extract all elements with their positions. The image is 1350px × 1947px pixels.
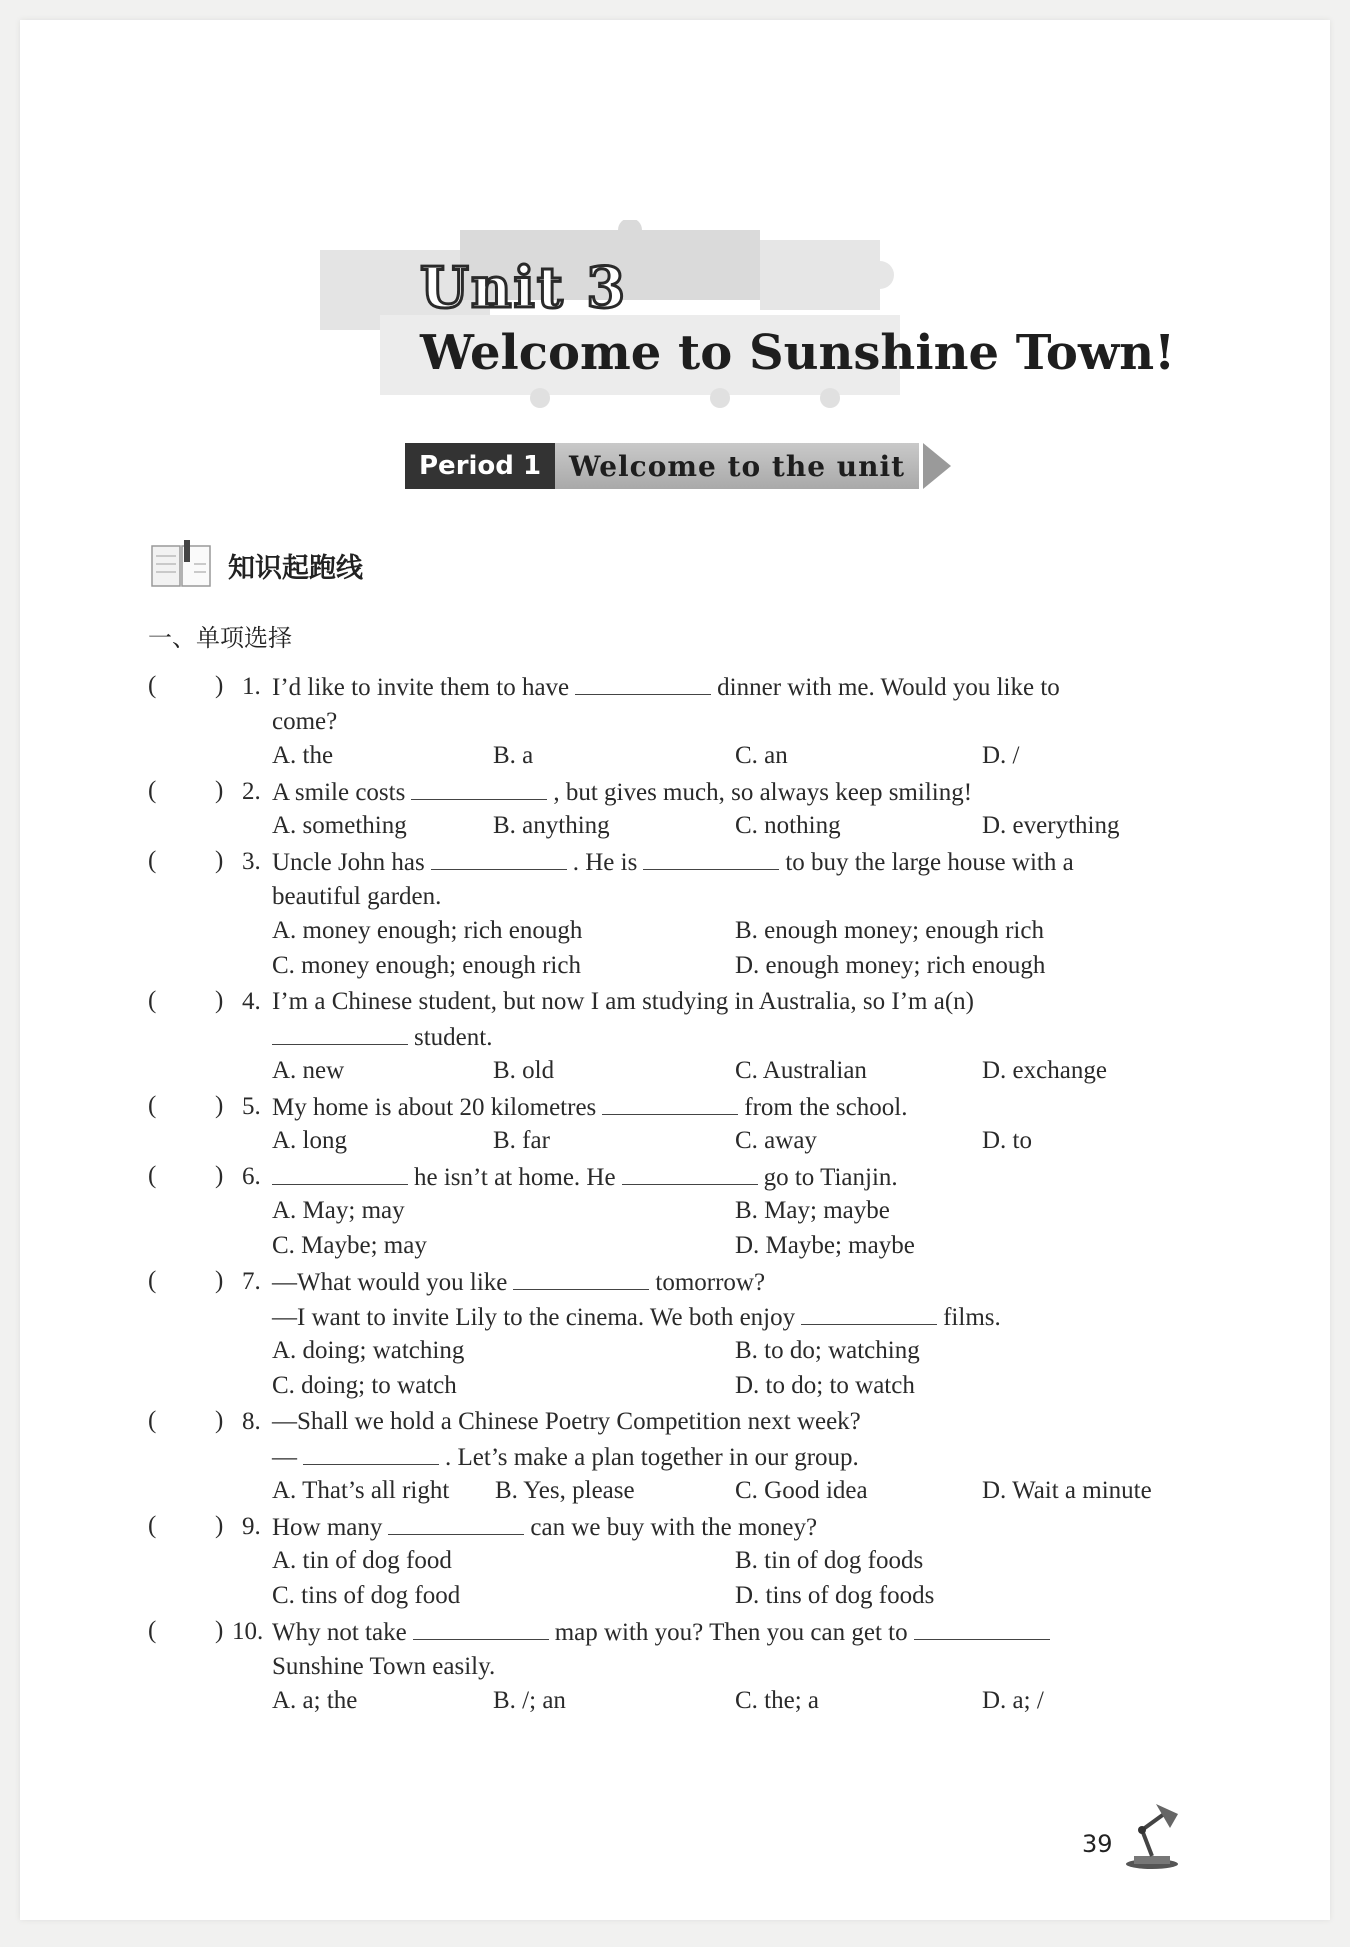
- option-c: C. nothing: [735, 812, 841, 839]
- section-header: [150, 540, 363, 590]
- question-continuation: come?: [272, 708, 338, 735]
- option-c: C. tins of dog food: [272, 1582, 461, 1609]
- answer-paren-left: (: [148, 1512, 157, 1539]
- question-continuation: beautiful garden.: [272, 883, 442, 910]
- option-c: C. doing; to watch: [272, 1372, 457, 1399]
- answer-box[interactable]: ): [215, 672, 224, 699]
- option-a: A. a; the: [272, 1687, 358, 1714]
- answer-paren-left: (: [148, 1407, 157, 1434]
- option-a: A. May; may: [272, 1197, 405, 1224]
- question-continuation: student.: [266, 1022, 492, 1053]
- answer-blank[interactable]: [272, 1162, 408, 1185]
- period-label: Period 1: [405, 443, 555, 489]
- option-a: A. tin of dog food: [272, 1547, 452, 1574]
- answer-blank[interactable]: [643, 847, 779, 870]
- question-number: 4.: [242, 988, 261, 1015]
- question-text: Why not take map with you? Then you can get to: [272, 1617, 1056, 1648]
- answer-blank[interactable]: [602, 1092, 738, 1115]
- page-number: 39: [1082, 1830, 1113, 1858]
- answer-paren-left: (: [148, 777, 157, 804]
- answer-blank[interactable]: [272, 1022, 408, 1045]
- answer-blank[interactable]: [411, 777, 547, 800]
- option-b: B. May; maybe: [735, 1197, 890, 1224]
- option-b: B. Yes, please: [495, 1477, 635, 1504]
- option-a: A. something: [272, 812, 407, 839]
- option-d: D. Wait a minute: [982, 1477, 1152, 1504]
- option-b: B. tin of dog foods: [735, 1547, 924, 1574]
- question-number: 9.: [242, 1513, 261, 1540]
- option-b: B. /; an: [493, 1687, 566, 1714]
- question-text: My home is about 20 kilometres from the school.: [272, 1094, 908, 1121]
- option-a: A. money enough; rich enough: [272, 917, 583, 944]
- unit-subtitle: Welcome to Sunshine Town!: [420, 325, 1176, 381]
- question-number: 2.: [242, 778, 261, 805]
- part-title: 一、单项选择: [148, 624, 292, 652]
- question-text: I’d like to invite them to have dinner with me. Would you like to: [272, 674, 1060, 701]
- question-number: 10.: [232, 1618, 264, 1645]
- desk-lamp-icon: [1120, 1800, 1184, 1870]
- option-d: D. a; /: [982, 1687, 1044, 1714]
- question-text: he isn’t at home. He go to Tianjin.: [266, 1162, 898, 1193]
- option-c: C. Good idea: [735, 1477, 868, 1504]
- question-text: A smile costs , but gives much, so always keep smiling!: [272, 779, 973, 806]
- section-title: 知识起跑线: [228, 552, 363, 584]
- option-b: B. anything: [493, 812, 610, 839]
- period-banner: [405, 443, 951, 489]
- option-d: D. Maybe; maybe: [735, 1232, 915, 1259]
- answer-blank[interactable]: [622, 1162, 758, 1185]
- question-text: —What would you like tomorrow?: [272, 1269, 766, 1296]
- question-text: I’m a Chinese student, but now I am studying in Australia, so I’m a(n): [272, 988, 974, 1015]
- question-text: How many can we buy with the money?: [272, 1514, 818, 1541]
- answer-blank[interactable]: [513, 1267, 649, 1290]
- answer-paren-left: (: [148, 847, 157, 874]
- answer-box[interactable]: ): [215, 987, 224, 1014]
- question-text: Uncle John has . He is to buy the large house with a: [272, 849, 1074, 876]
- option-d: D. to do; to watch: [735, 1372, 915, 1399]
- option-c: C. an: [735, 742, 788, 769]
- option-c: C. away: [735, 1127, 817, 1154]
- answer-box[interactable]: ): [215, 847, 224, 874]
- question-number: 7.: [242, 1268, 261, 1295]
- option-b: B. to do; watching: [735, 1337, 920, 1364]
- answer-paren-left: (: [148, 1092, 157, 1119]
- option-b: B. enough money; enough rich: [735, 917, 1044, 944]
- arrow-right-icon: [923, 443, 951, 489]
- option-c: C. Australian: [735, 1057, 867, 1084]
- option-b: B. a: [493, 742, 534, 769]
- question-continuation: —I want to invite Lily to the cinema. We both enjoy films.: [272, 1304, 1001, 1331]
- unit-title: Unit 3: [420, 255, 628, 321]
- question-text: —Shall we hold a Chinese Poetry Competition next week?: [272, 1408, 861, 1435]
- workbook-page: [20, 20, 1330, 1920]
- question-continuation: — . Let’s make a plan together in our group.: [272, 1444, 859, 1471]
- answer-paren-left: (: [148, 1617, 157, 1644]
- answer-paren-left: (: [148, 1162, 157, 1189]
- option-b: B. far: [493, 1127, 550, 1154]
- answer-blank[interactable]: [801, 1302, 937, 1325]
- option-c: C. Maybe; may: [272, 1232, 427, 1259]
- answer-blank[interactable]: [914, 1617, 1050, 1640]
- answer-blank[interactable]: [303, 1442, 439, 1465]
- answer-paren-left: (: [148, 672, 157, 699]
- option-a: A. long: [272, 1127, 347, 1154]
- question-number: 8.: [242, 1408, 261, 1435]
- option-d: D. enough money; rich enough: [735, 952, 1046, 979]
- answer-box[interactable]: ): [215, 1162, 224, 1189]
- question-number: 5.: [242, 1093, 261, 1120]
- option-d: D. everything: [982, 812, 1120, 839]
- option-a: A. new: [272, 1057, 345, 1084]
- question-number: 3.: [242, 848, 261, 875]
- option-d: D. /: [982, 742, 1020, 769]
- answer-paren-left: (: [148, 1267, 157, 1294]
- option-c: C. money enough; enough rich: [272, 952, 581, 979]
- option-a: A. doing; watching: [272, 1337, 465, 1364]
- option-c: C. the; a: [735, 1687, 820, 1714]
- question-number: 6.: [242, 1163, 261, 1190]
- answer-blank[interactable]: [431, 847, 567, 870]
- option-d: D. exchange: [982, 1057, 1107, 1084]
- answer-paren-left: (: [148, 987, 157, 1014]
- open-book-icon: [150, 540, 214, 590]
- answer-box[interactable]: ): [215, 1617, 224, 1644]
- answer-box[interactable]: ): [215, 1512, 224, 1539]
- answer-box[interactable]: ): [215, 1092, 224, 1119]
- answer-box[interactable]: ): [215, 1407, 224, 1434]
- option-d: D. to: [982, 1127, 1032, 1154]
- answer-blank[interactable]: [388, 1512, 524, 1535]
- answer-blank[interactable]: [575, 672, 711, 695]
- option-a: A. the: [272, 742, 334, 769]
- question-continuation: Sunshine Town easily.: [272, 1653, 496, 1680]
- option-a: A. That’s all right: [272, 1477, 450, 1504]
- answer-blank[interactable]: [413, 1617, 549, 1640]
- option-b: B. old: [493, 1057, 555, 1084]
- answer-box[interactable]: ): [215, 777, 224, 804]
- answer-box[interactable]: ): [215, 1267, 224, 1294]
- option-d: D. tins of dog foods: [735, 1582, 935, 1609]
- period-name: Welcome to the unit: [555, 443, 919, 489]
- question-number: 1.: [242, 673, 261, 700]
